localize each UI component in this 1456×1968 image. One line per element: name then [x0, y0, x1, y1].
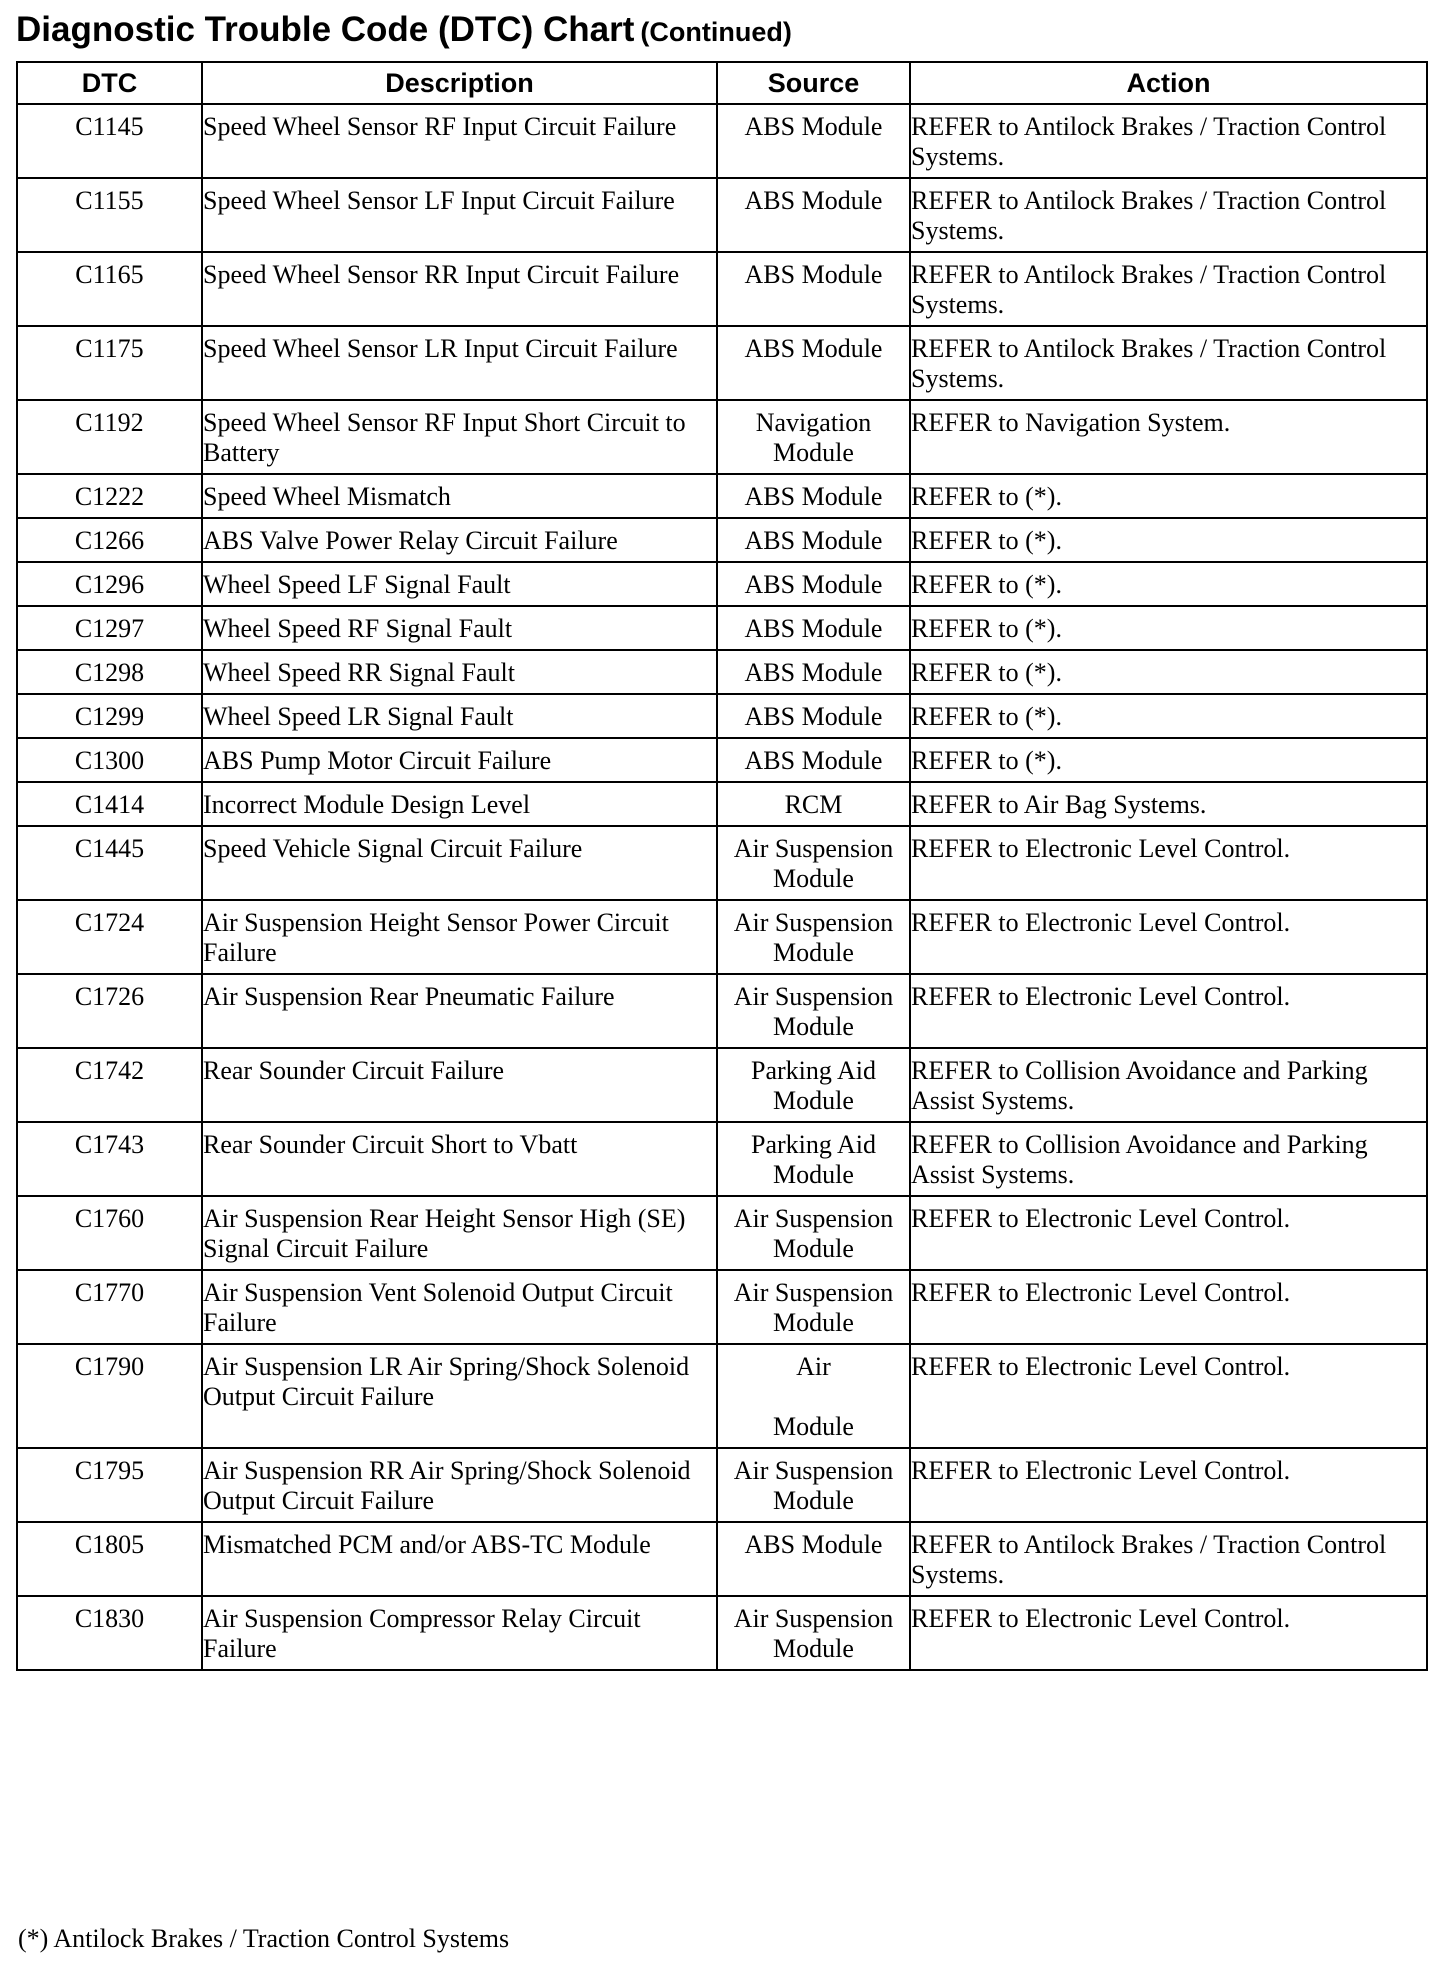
- action-cell: REFER to Antilock Brakes / Traction Control Systems.: [910, 252, 1427, 326]
- table-row: [17, 104, 1427, 178]
- table-row: [17, 974, 1427, 1048]
- table-row: [17, 606, 1427, 650]
- source-cell: ABS Module: [717, 104, 910, 178]
- dtc-cell: C1222: [17, 474, 202, 518]
- description-cell: Rear Sounder Circuit Short to Vbatt: [202, 1122, 717, 1196]
- table-body: [17, 104, 1427, 1670]
- table-row: [17, 650, 1427, 694]
- dtc-cell: C1145: [17, 104, 202, 178]
- source-cell: ABS Module: [717, 606, 910, 650]
- source-cell: Air Suspension Module: [717, 974, 910, 1048]
- table-row: [17, 1122, 1427, 1196]
- dtc-cell: C1266: [17, 518, 202, 562]
- action-cell: REFER to Air Bag Systems.: [910, 782, 1427, 826]
- table-row: [17, 694, 1427, 738]
- table-row: [17, 1344, 1427, 1448]
- source-cell: Air Suspension Module: [717, 1196, 910, 1270]
- dtc-cell: C1830: [17, 1596, 202, 1670]
- description-cell: Incorrect Module Design Level: [202, 782, 717, 826]
- dtc-cell: C1192: [17, 400, 202, 474]
- source-cell: Navigation Module: [717, 400, 910, 474]
- source-cell: ABS Module: [717, 562, 910, 606]
- footnote: (*) Antilock Brakes / Traction Control Systems: [18, 1924, 510, 1953]
- table-row: [17, 562, 1427, 606]
- description-cell: Air Suspension Rear Pneumatic Failure: [202, 974, 717, 1048]
- dtc-cell: C1445: [17, 826, 202, 900]
- action-cell: REFER to Electronic Level Control.: [910, 1448, 1427, 1522]
- source-cell: ABS Module: [717, 1522, 910, 1596]
- dtc-cell: C1790: [17, 1344, 202, 1448]
- action-cell: REFER to Antilock Brakes / Traction Control Systems.: [910, 326, 1427, 400]
- title-subtitle: (Continued): [640, 17, 792, 47]
- action-cell: REFER to (*).: [910, 694, 1427, 738]
- description-cell: ABS Pump Motor Circuit Failure: [202, 738, 717, 782]
- source-cell: ABS Module: [717, 326, 910, 400]
- description-cell: Speed Wheel Sensor RR Input Circuit Failure: [202, 252, 717, 326]
- description-cell: Wheel Speed LF Signal Fault: [202, 562, 717, 606]
- action-cell: REFER to Collision Avoidance and Parking Assist Systems.: [910, 1122, 1427, 1196]
- source-cell: Air Suspension Module: [717, 900, 910, 974]
- description-cell: Speed Wheel Sensor LR Input Circuit Failure: [202, 326, 717, 400]
- dtc-cell: C1795: [17, 1448, 202, 1522]
- dtc-cell: C1414: [17, 782, 202, 826]
- dtc-cell: C1300: [17, 738, 202, 782]
- dtc-cell: C1724: [17, 900, 202, 974]
- action-cell: REFER to (*).: [910, 650, 1427, 694]
- dtc-cell: C1296: [17, 562, 202, 606]
- action-cell: REFER to Electronic Level Control.: [910, 1270, 1427, 1344]
- description-cell: Speed Wheel Sensor RF Input Short Circuit to Battery: [202, 400, 717, 474]
- table-row: [17, 326, 1427, 400]
- description-cell: Speed Wheel Sensor RF Input Circuit Failure: [202, 104, 717, 178]
- source-cell: Air Suspension Module: [717, 1596, 910, 1670]
- source-cell: ABS Module: [717, 518, 910, 562]
- table-row: [17, 738, 1427, 782]
- source-cell: ABS Module: [717, 474, 910, 518]
- action-cell: REFER to (*).: [910, 562, 1427, 606]
- dtc-cell: C1165: [17, 252, 202, 326]
- description-cell: Air Suspension LR Air Spring/Shock Solenoid Output Circuit Failure: [202, 1344, 717, 1448]
- action-cell: REFER to Collision Avoidance and Parking Assist Systems.: [910, 1048, 1427, 1122]
- column-header-action: Action: [910, 62, 1427, 104]
- action-cell: REFER to (*).: [910, 738, 1427, 782]
- page-title: [16, 6, 792, 56]
- source-cell: ABS Module: [717, 252, 910, 326]
- description-cell: Wheel Speed LR Signal Fault: [202, 694, 717, 738]
- table-row: [17, 474, 1427, 518]
- dtc-cell: C1298: [17, 650, 202, 694]
- table-row: [17, 1196, 1427, 1270]
- source-cell: ABS Module: [717, 650, 910, 694]
- action-cell: REFER to Antilock Brakes / Traction Control Systems.: [910, 178, 1427, 252]
- source-cell: ABS Module: [717, 178, 910, 252]
- table-row: [17, 900, 1427, 974]
- source-cell: Parking Aid Module: [717, 1122, 910, 1196]
- dtc-cell: C1297: [17, 606, 202, 650]
- dtc-cell: C1175: [17, 326, 202, 400]
- dtc-cell: C1299: [17, 694, 202, 738]
- action-cell: REFER to Electronic Level Control.: [910, 900, 1427, 974]
- source-cell: Air Suspension Module: [717, 1448, 910, 1522]
- action-cell: REFER to Antilock Brakes / Traction Control Systems.: [910, 104, 1427, 178]
- source-cell: Parking Aid Module: [717, 1048, 910, 1122]
- table-row: [17, 782, 1427, 826]
- description-cell: Rear Sounder Circuit Failure: [202, 1048, 717, 1122]
- table-row: [17, 1448, 1427, 1522]
- column-header-source: Source: [717, 62, 910, 104]
- dtc-cell: C1155: [17, 178, 202, 252]
- action-cell: REFER to (*).: [910, 518, 1427, 562]
- description-cell: Air Suspension Height Sensor Power Circuit Failure: [202, 900, 717, 974]
- column-header-dtc: DTC: [17, 62, 202, 104]
- dtc-cell: C1760: [17, 1196, 202, 1270]
- description-cell: Air Suspension RR Air Spring/Shock Solenoid Output Circuit Failure: [202, 1448, 717, 1522]
- table-row: [17, 178, 1427, 252]
- action-cell: REFER to Antilock Brakes / Traction Control Systems.: [910, 1522, 1427, 1596]
- action-cell: REFER to Navigation System.: [910, 400, 1427, 474]
- table-row: [17, 1522, 1427, 1596]
- title-text: Diagnostic Trouble Code (DTC) Chart: [16, 10, 635, 49]
- source-cell: ABS Module: [717, 738, 910, 782]
- source-cell: Air Suspension Module: [717, 1270, 910, 1344]
- description-cell: Air Suspension Compressor Relay Circuit Failure: [202, 1596, 717, 1670]
- action-cell: REFER to Electronic Level Control.: [910, 1344, 1427, 1448]
- table-row: [17, 400, 1427, 474]
- action-cell: REFER to Electronic Level Control.: [910, 1596, 1427, 1670]
- table-header-row: [17, 62, 1427, 104]
- action-cell: REFER to Electronic Level Control.: [910, 974, 1427, 1048]
- dtc-cell: C1743: [17, 1122, 202, 1196]
- source-cell: Air Module: [717, 1344, 910, 1448]
- table-row: [17, 826, 1427, 900]
- table-row: [17, 1596, 1427, 1670]
- table-row: [17, 1270, 1427, 1344]
- description-cell: Speed Wheel Sensor LF Input Circuit Failure: [202, 178, 717, 252]
- description-cell: Speed Vehicle Signal Circuit Failure: [202, 826, 717, 900]
- description-cell: Mismatched PCM and/or ABS-TC Module: [202, 1522, 717, 1596]
- dtc-cell: C1726: [17, 974, 202, 1048]
- description-cell: Air Suspension Vent Solenoid Output Circuit Failure: [202, 1270, 717, 1344]
- description-cell: Wheel Speed RF Signal Fault: [202, 606, 717, 650]
- action-cell: REFER to Electronic Level Control.: [910, 1196, 1427, 1270]
- table-row: [17, 518, 1427, 562]
- description-cell: Air Suspension Rear Height Sensor High (SE) Signal Circuit Failure: [202, 1196, 717, 1270]
- table-row: [17, 1048, 1427, 1122]
- source-cell: Air Suspension Module: [717, 826, 910, 900]
- dtc-cell: C1770: [17, 1270, 202, 1344]
- action-cell: REFER to (*).: [910, 474, 1427, 518]
- source-cell: RCM: [717, 782, 910, 826]
- description-cell: ABS Valve Power Relay Circuit Failure: [202, 518, 717, 562]
- column-header-description: Description: [202, 62, 717, 104]
- description-cell: Speed Wheel Mismatch: [202, 474, 717, 518]
- description-cell: Wheel Speed RR Signal Fault: [202, 650, 717, 694]
- action-cell: REFER to Electronic Level Control.: [910, 826, 1427, 900]
- action-cell: REFER to (*).: [910, 606, 1427, 650]
- dtc-cell: C1742: [17, 1048, 202, 1122]
- dtc-table: [16, 61, 1428, 1671]
- dtc-cell: C1805: [17, 1522, 202, 1596]
- table-row: [17, 252, 1427, 326]
- source-cell: ABS Module: [717, 694, 910, 738]
